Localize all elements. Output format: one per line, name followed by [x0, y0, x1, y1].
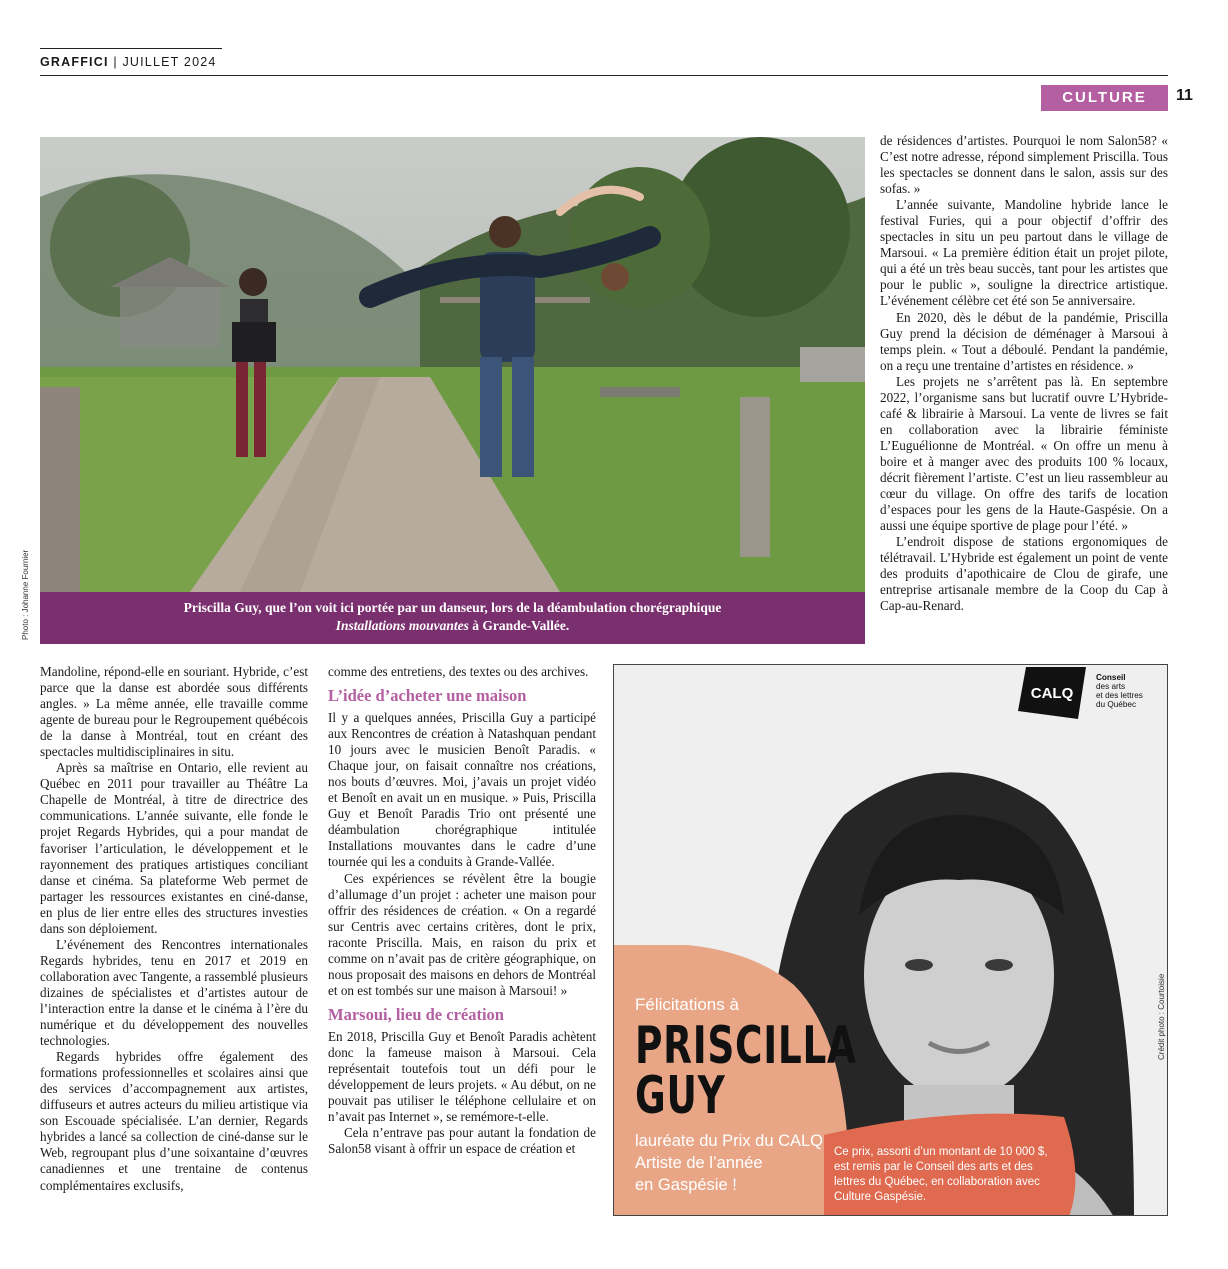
section-tag: CULTURE — [1041, 85, 1168, 111]
paragraph: En 2018, Priscilla Guy et Benoît Paradis achètent donc la fameuse maison à Marsoui. Cela représentait toutefois tout un défi pour le développement de leurs projets. « Au début, on ne pouvait pas utiliser le téléphone cellulaire et on n’avait pas Internet », se remémore-t-elle. — [328, 1028, 596, 1125]
publication-name: GRAFFICI — [40, 55, 109, 69]
award-line: lauréate du Prix du CALQ — [635, 1132, 824, 1150]
masthead-text — [40, 55, 217, 69]
article-photo — [40, 137, 865, 592]
paragraph: L’endroit dispose de stations ergonomiques de télétravail. L’Hybride est également un point de vente des produits d’apothicaire de Clou de girafe, une entreprise artisanale membre de la Coop du Cap à Cap-au-Renard. — [880, 534, 1168, 614]
org-line: du Québec — [1096, 700, 1137, 709]
org-line: et des lettres — [1096, 691, 1143, 700]
paragraph: comme des entretiens, des textes ou des archives. — [328, 664, 589, 679]
calq-advertisement — [613, 664, 1168, 1216]
issue-date: JUILLET 2024 — [122, 55, 217, 69]
paragraph: L’année suivante, Mandoline hybride lance le festival Furies, qui a pour objectif d’offrir des spectacles in situ un peu partout dans le village de Marsoui. « La première édition était un projet pilote, qui a été un très beau succès, tant pour les artistes que pour le public », souligne la directrice artistique. L’événement célèbre cet été son 5e anniversaire. — [880, 197, 1168, 309]
photo-credit: Photo : Johanne Fournier — [21, 549, 30, 640]
award-line: Artiste de l’année — [635, 1154, 763, 1172]
caption-line-2 — [40, 617, 865, 635]
paragraph: Cela n’entrave pas pour autant la fondation de Salon58 visant à offrir un espace de création et — [328, 1125, 596, 1157]
name-line: PRISCILLA — [635, 1016, 857, 1076]
header-rule — [40, 75, 1168, 76]
page-number: 11 — [1176, 87, 1193, 104]
subheading-marsoui: Marsoui, lieu de création — [328, 1004, 504, 1024]
paragraph: Après sa maîtrise en Ontario, elle revient au Québec en 2011 pour travailler au Théâtre La Chapelle de Montréal, à titre de directrice des communications. L’année suivante, elle fonde le projet Regards Hybrides, qui a pour mandat de favoriser l’articulation, le développement et le rayonnement des pratiques artistiques conciliant danse et cinéma. Sa plateforme Web permet de partager les ressources existantes en ciné-danse, en plus de lier entre elles des structures investies dans son déploiement. — [40, 760, 308, 936]
caption-line-1: Priscilla Guy, que l’on voit ici portée par un danseur, lors de la déambulation chorégraphique — [183, 600, 722, 615]
ad-prize-description: Ce prix, assorti d’un montant de 10 000 $, est remis par le Conseil des arts et des lettres du Québec, en collaboration avec Culture Gaspésie. — [834, 1146, 1048, 1203]
paragraph: de résidences d’artistes. Pourquoi le nom Salon58? « C’est notre adresse, répond simplement Priscilla. Tous les spectacles se donnent dans le salon, assis sur des sofas. » — [880, 133, 1168, 197]
article-column-left — [40, 664, 308, 1194]
paragraph: En 2020, dès le début de la pandémie, Priscilla Guy prend la décision de déménager à Marsoui à temps plein. « Tout a déboulé. Pendant la pandémie, on a reçu une trentaine d’artistes en résidence. » — [880, 309, 1168, 373]
park-scene-illustration — [40, 137, 865, 592]
org-line: des arts — [1096, 682, 1126, 691]
paragraph: Regards hybrides offre également des formations professionnelles et scolaires ainsi que des services d’accompagnement aux artistes, diffuseurs et autres acteurs du milieu artistique via son Escouade spécialisée. L’an dernier, Regards hybrides a lancé sa collection de ciné-danse sur le Web, regroupant plus d’une soixantaine d’œuvres canadiennes et une trentaine de contenus complémentaires exclusifs, — [40, 1049, 308, 1193]
masthead-separator: | — [113, 55, 118, 69]
ad-congrats: Félicitations à — [635, 995, 739, 1014]
ad-laureate-name — [635, 1016, 857, 1126]
paragraph: Ces expériences se révèlent être la bougie d’allumage d’un projet : acheter une maison pour offrir des résidences de création. « On a regardé sur Centris avec certains critères, dont le prix, raconte Priscilla. Mais, en raison du prix et comme on n’avait pas de critère géographique, on nous proposait des maisons en dehors de Montréal et on est tombés sur une maison à Marsoui! » — [328, 870, 596, 998]
caption-location: à Grande-Vallée. — [468, 618, 570, 633]
name-line: GUY — [635, 1066, 726, 1126]
calq-org-name — [1096, 673, 1143, 709]
photo-caption — [40, 592, 865, 644]
paragraph: L’événement des Rencontres internationales Regards hybrides, tenu en 2017 et 2019 en collaboration avec Tangente, a rassemblé plusieurs dizaines de spécialistes et d’artistes autour de l’interaction entre la danse et le cinéma à l’ère du numérique et du développement des nouvelles technologies. — [40, 936, 308, 1049]
masthead — [40, 48, 222, 76]
subheading-maison: L’idée d’acheter une maison — [328, 686, 527, 706]
caption-work-title: Installations mouvantes — [335, 618, 469, 633]
ad-award-title — [635, 1130, 823, 1196]
ad-photo-credit: Crédit photo : Courtoisie — [1157, 973, 1166, 1060]
paragraph: Il y a quelques années, Priscilla Guy a participé aux Rencontres de création à Natashquan pendant 10 jours avec le musicien Benoît Paradis. « Chaque jour, on faisait connaître nos créations, nos bouts d’œuvres. Moi, j’avais un projet vidéo et Benoît en avait un en musique. » Puis, Priscilla Guy et Benoît Paradis Trio ont présenté une déambulation chorégraphique intitulée Installations mouvantes dans le cadre d’une tournée qui les a conduits à Grande-Vallée. — [328, 710, 596, 870]
article-column-right-top — [880, 133, 1168, 614]
paragraph: Mandoline, répond-elle en souriant. Hybride, c’est parce que la danse est abordée sous différents angles. » La même année, elle travaille comme agente de bureau pour le Regroupement québécois de la danse à Montréal, tout en créant des spectacles multidisciplinaires in situ. — [40, 664, 308, 760]
calq-logo-text: CALQ — [1030, 685, 1074, 702]
org-line: Conseil — [1096, 673, 1126, 682]
calq-logo — [1018, 667, 1086, 719]
article-column-middle — [328, 664, 596, 1157]
award-line: en Gaspésie ! — [635, 1176, 737, 1194]
paragraph: Les projets ne s’arrêtent pas là. En septembre 2022, l’organisme sans but lucratif ouvre L’Hybride-café & librairie à Marsoui. La vente de livres se fait en collaboration avec la librairie féministe L’Euguélionne de Montréal. « On offre un menu à boire et à manger avec des produits 100 % locaux, décrit fièrement l’artiste. C’est un lieu rassembleur au cœur du village. On offre des tarifs de location d’espaces pour les gens de la Haute-Gaspésie. On a aussi une équipe sportive de plage pour l’été. » — [880, 373, 1168, 534]
